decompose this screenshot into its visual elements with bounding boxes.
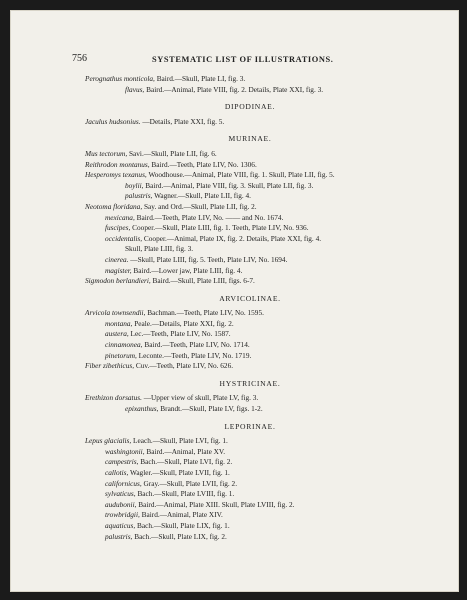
entry-details: Baird.—Animal, Plate XV. xyxy=(146,446,226,456)
entry-details: Baird.—Animal, Plate XIII. Skull, Plate LVIII, fig. 2. xyxy=(138,499,295,509)
species-name: boylii, xyxy=(125,180,144,190)
list-entry xyxy=(85,361,415,372)
species-name: montana, xyxy=(105,318,133,328)
species-name: Sigmodon berlandieri, xyxy=(85,276,151,286)
species-name: Hesperomys texanus, xyxy=(85,170,147,180)
entry-details: —Upper view of skull, Plate LV, fig. 3. xyxy=(143,393,259,403)
entry-details: Woodhouse.—Animal, Plate VIII, fig. 1. Skull, Plate LII, fig. 5. xyxy=(148,170,335,180)
species-name: Erethizon dorsatus. xyxy=(85,393,142,403)
species-name: austera, xyxy=(105,329,129,339)
entry-details: Bach.—Skull, Plate LVI, fig. 2. xyxy=(140,457,233,467)
entry-details: Baird.—Skull, Plate LIII, figs. 6-7. xyxy=(152,276,255,286)
list-entry xyxy=(85,160,415,171)
list-entry xyxy=(85,510,415,521)
section-heading: MURINAE. xyxy=(228,134,272,144)
species-name: Arvicola townsendii, xyxy=(85,308,146,318)
species-name: magister, xyxy=(105,265,132,275)
list-entry xyxy=(85,117,415,128)
species-name: campestris, xyxy=(105,457,139,467)
species-name: californicus, xyxy=(105,478,142,488)
page-number: 756 xyxy=(72,53,87,64)
entry-details: Wagler.—Skull, Plate LVII, fig. 1. xyxy=(130,468,230,477)
entry-details: Cuv.—Teeth, Plate LIV, No. 626. xyxy=(135,361,234,371)
list-entry xyxy=(85,170,415,181)
species-name: epixanthus, xyxy=(125,404,159,414)
entry-details: Baird.—Animal, Plate VIII, fig. 3. Skull, Plate LII, fig. 3. xyxy=(145,180,314,190)
list-entry xyxy=(85,74,415,85)
species-name: pinetorum, xyxy=(105,350,137,360)
list-entry xyxy=(85,340,415,351)
entry-details: Baird.—Animal, Plate XIV. xyxy=(141,510,223,520)
list-entry xyxy=(85,489,415,500)
list-entry xyxy=(85,436,415,447)
entry-details: Lec.—Teeth, Plate LIV, No. 1587. xyxy=(130,329,231,339)
entry-details: Skull, Plate LIII, fig. 3. xyxy=(125,244,194,254)
entry-details: Bach.—Skull, Plate LIX, fig. 2. xyxy=(134,531,227,541)
species-name: Mus tectorum, xyxy=(85,148,128,158)
section-heading: LEPORINAE. xyxy=(224,421,276,431)
list-entry xyxy=(85,85,415,96)
entry-details: Wagner.—Skull, Plate LII, fig. 4. xyxy=(154,191,251,201)
species-name: audubonii, xyxy=(105,499,137,509)
species-name: palustris, xyxy=(125,191,153,201)
entry-details: Baird.—Teeth, Plate LIV, No. 1714. xyxy=(144,340,250,350)
entry-details: Cooper.—Animal, Plate IX, fig. 2. Details, Plate XXI, fig. 4. xyxy=(143,233,322,243)
species-name: callotis, xyxy=(105,468,129,477)
list-entry xyxy=(85,276,415,287)
list-entry xyxy=(85,468,415,479)
list-entry xyxy=(85,266,415,277)
list-entry xyxy=(85,244,415,255)
list-entry xyxy=(85,393,415,404)
species-name: Perognathus monticola, xyxy=(85,74,155,83)
entry-details: —Skull, Plate LIII, fig. 5. Teeth, Plate LIV, No. 1694. xyxy=(130,254,288,264)
section-heading: HYSTRICINAE. xyxy=(219,378,281,388)
entry-details: Baird.—Teeth, Plate LIV, No. 1306. xyxy=(151,159,257,169)
species-name: cinnamonea, xyxy=(105,340,143,350)
list-entry xyxy=(85,457,415,468)
list-entry xyxy=(85,447,415,458)
species-name: palustris, xyxy=(105,531,133,541)
list-entry xyxy=(85,404,415,415)
list-entry xyxy=(85,234,415,245)
species-name: Jaculus hudsonius. xyxy=(85,116,141,126)
entry-details: Savi.—Skull, Plate LII, fig. 6. xyxy=(128,148,217,158)
species-name: cinerea. xyxy=(105,254,129,264)
entry-details: Peale.—Details, Plate XXI, fig. 2. xyxy=(134,318,234,328)
entry-details: Baird.—Animal, Plate VIII, fig. 2. Details, Plate XXI, fig. 3. xyxy=(146,84,324,94)
list-entry xyxy=(85,329,415,340)
entry-details: Baird.—Teeth, Plate LIV, No. —— and No. 1674. xyxy=(136,212,284,222)
entry-details: Brandt.—Skull, Plate LV, figs. 1-2. xyxy=(160,404,263,414)
entry-details: Baird.—Lower jaw, Plate LIII, fig. 4. xyxy=(133,265,243,275)
list-entry xyxy=(85,351,415,362)
list-entry xyxy=(85,500,415,511)
species-name: Fiber zibethicus, xyxy=(85,361,135,371)
entry-details: Baird.—Skull, Plate LI, fig. 3. xyxy=(156,74,246,83)
list-entry xyxy=(85,181,415,192)
species-name: Reithrodon montanus, xyxy=(85,159,150,169)
list-entry xyxy=(85,532,415,543)
species-name: trowbridgii, xyxy=(105,510,140,520)
entry-details: Bach.—Skull, Plate LIX, fig. 1. xyxy=(137,520,230,530)
entry-details: Bach.—Skull, Plate LVIII, fig. 1. xyxy=(137,489,235,499)
list-entry xyxy=(85,521,415,532)
entry-details: Bachman.—Teeth, Plate LIV, No. 1595. xyxy=(147,308,264,318)
entry-details: Say. and Ord.—Skull, Plate LII, fig. 2. xyxy=(144,201,257,211)
book-page xyxy=(10,10,459,592)
section-heading: ARVICOLINAE. xyxy=(219,293,281,303)
entry-details: Cooper.—Skull, Plate LIII, fig. 1. Teeth, Plate LIV, No. 936. xyxy=(132,223,309,233)
entry-details: Gray.—Skull, Plate LVII, fig. 2. xyxy=(143,478,238,488)
species-name: fuscipes, xyxy=(105,223,131,233)
list-entry xyxy=(85,255,415,266)
species-name: washingtonii, xyxy=(105,446,145,456)
species-name: occidentalis, xyxy=(105,233,143,243)
list-entry xyxy=(85,202,415,213)
species-name: mexicana, xyxy=(105,212,135,222)
species-name: Neotoma floridana, xyxy=(85,201,143,211)
entry-details: —Details, Plate XXI, fig. 5. xyxy=(142,116,225,126)
species-name: flavus, xyxy=(125,84,145,94)
list-entry xyxy=(85,223,415,234)
list-entry xyxy=(85,149,415,160)
list-entry xyxy=(85,191,415,202)
list-entry xyxy=(85,479,415,490)
entry-details: Leconte.—Teeth, Plate LIV, No. 1719. xyxy=(138,350,252,360)
illustration-list xyxy=(85,74,415,542)
list-entry xyxy=(85,308,415,319)
species-name: aquaticus, xyxy=(105,520,136,530)
species-name: sylvaticus, xyxy=(105,489,136,499)
species-name: Lepus glacialis, xyxy=(85,436,132,446)
list-entry xyxy=(85,319,415,330)
running-title: SYSTEMATIC LIST OF ILLUSTRATIONS. xyxy=(152,55,334,64)
entry-details: Leach.—Skull, Plate LVI, fig. 1. xyxy=(133,436,228,446)
list-entry xyxy=(85,213,415,224)
section-heading: DIPODINAE. xyxy=(224,102,276,112)
